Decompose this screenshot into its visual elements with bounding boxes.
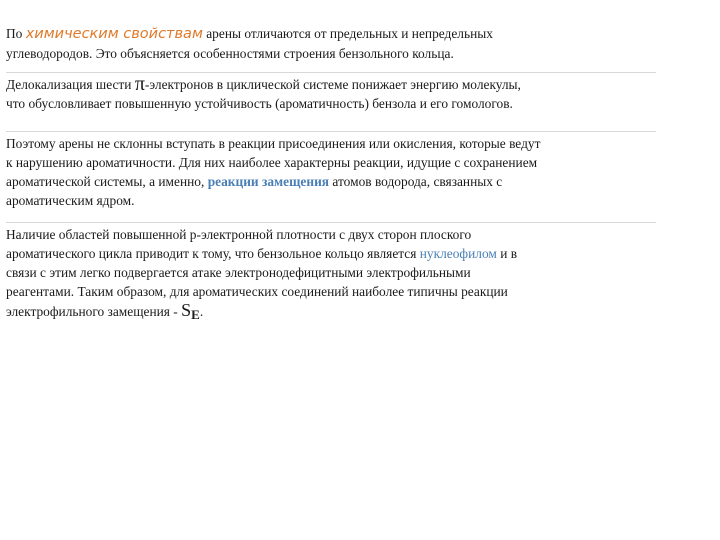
se-period: . <box>199 304 204 319</box>
p2-line-2: что обусловливает повышенную устойчивость (ароматичность) бензола и его гомологов. <box>6 96 513 111</box>
p3-text: атомов водорода, связанных с <box>329 174 503 189</box>
p4-line-2 <box>6 244 656 263</box>
paragraph-1 <box>6 24 656 68</box>
p1-line-2: углеводородов. Это объясняется особенностями строения бензольного кольца. <box>6 46 454 61</box>
paragraph-3 <box>6 131 656 216</box>
paragraph-4 <box>6 222 656 329</box>
p4-line-5 <box>6 301 656 324</box>
p4-text: электрофильного замещения - <box>6 304 182 319</box>
p3-line-2: к нарушению ароматичности. Для них наиболее характерны реакции, идущие с сохранением <box>6 155 538 170</box>
p4-line-4: реагентами. Таким образом, для ароматических соединений наиболее типичны реакции <box>6 284 508 299</box>
term-chemical-properties: химическим свойствам <box>25 26 203 42</box>
p2-line-1 <box>6 75 656 94</box>
p1-text: По <box>6 26 26 41</box>
p3-text: ароматической системы, а именно, <box>6 174 208 189</box>
pi-symbol: π <box>134 73 145 95</box>
paragraph-2 <box>6 72 656 119</box>
p3-line-3 <box>6 172 656 191</box>
p4-text: и в <box>496 246 518 261</box>
p1-line-1 <box>6 24 656 44</box>
p2-text: -электронов в циклической системе понижает энергию молекулы, <box>144 77 521 92</box>
p3-line-4: ароматическим ядром. <box>6 193 135 208</box>
p3-line-1: Поэтому арены не склонны вступать в реакции присоединения или окисления, которые ведут <box>6 136 541 151</box>
link-nucleophile[interactable]: нуклеофилом <box>419 246 497 261</box>
p4-line-3: связи с этим легко подвергается атаке электронодефицитными электрофильными <box>6 265 471 280</box>
p4-text: ароматического цикла приводит к тому, что бензольное кольцо является <box>6 246 420 261</box>
se-subscript: E <box>191 307 200 322</box>
p4-line-1: Наличие областей повышенной р-электронной плотности с двух сторон плоского <box>6 227 472 242</box>
se-symbol: S <box>181 300 192 320</box>
p1-text: арены отличаются от предельных и непредельных <box>202 26 493 41</box>
link-substitution-reactions[interactable]: реакции замещения <box>207 174 330 189</box>
p2-text: Делокализация шести <box>6 77 135 92</box>
